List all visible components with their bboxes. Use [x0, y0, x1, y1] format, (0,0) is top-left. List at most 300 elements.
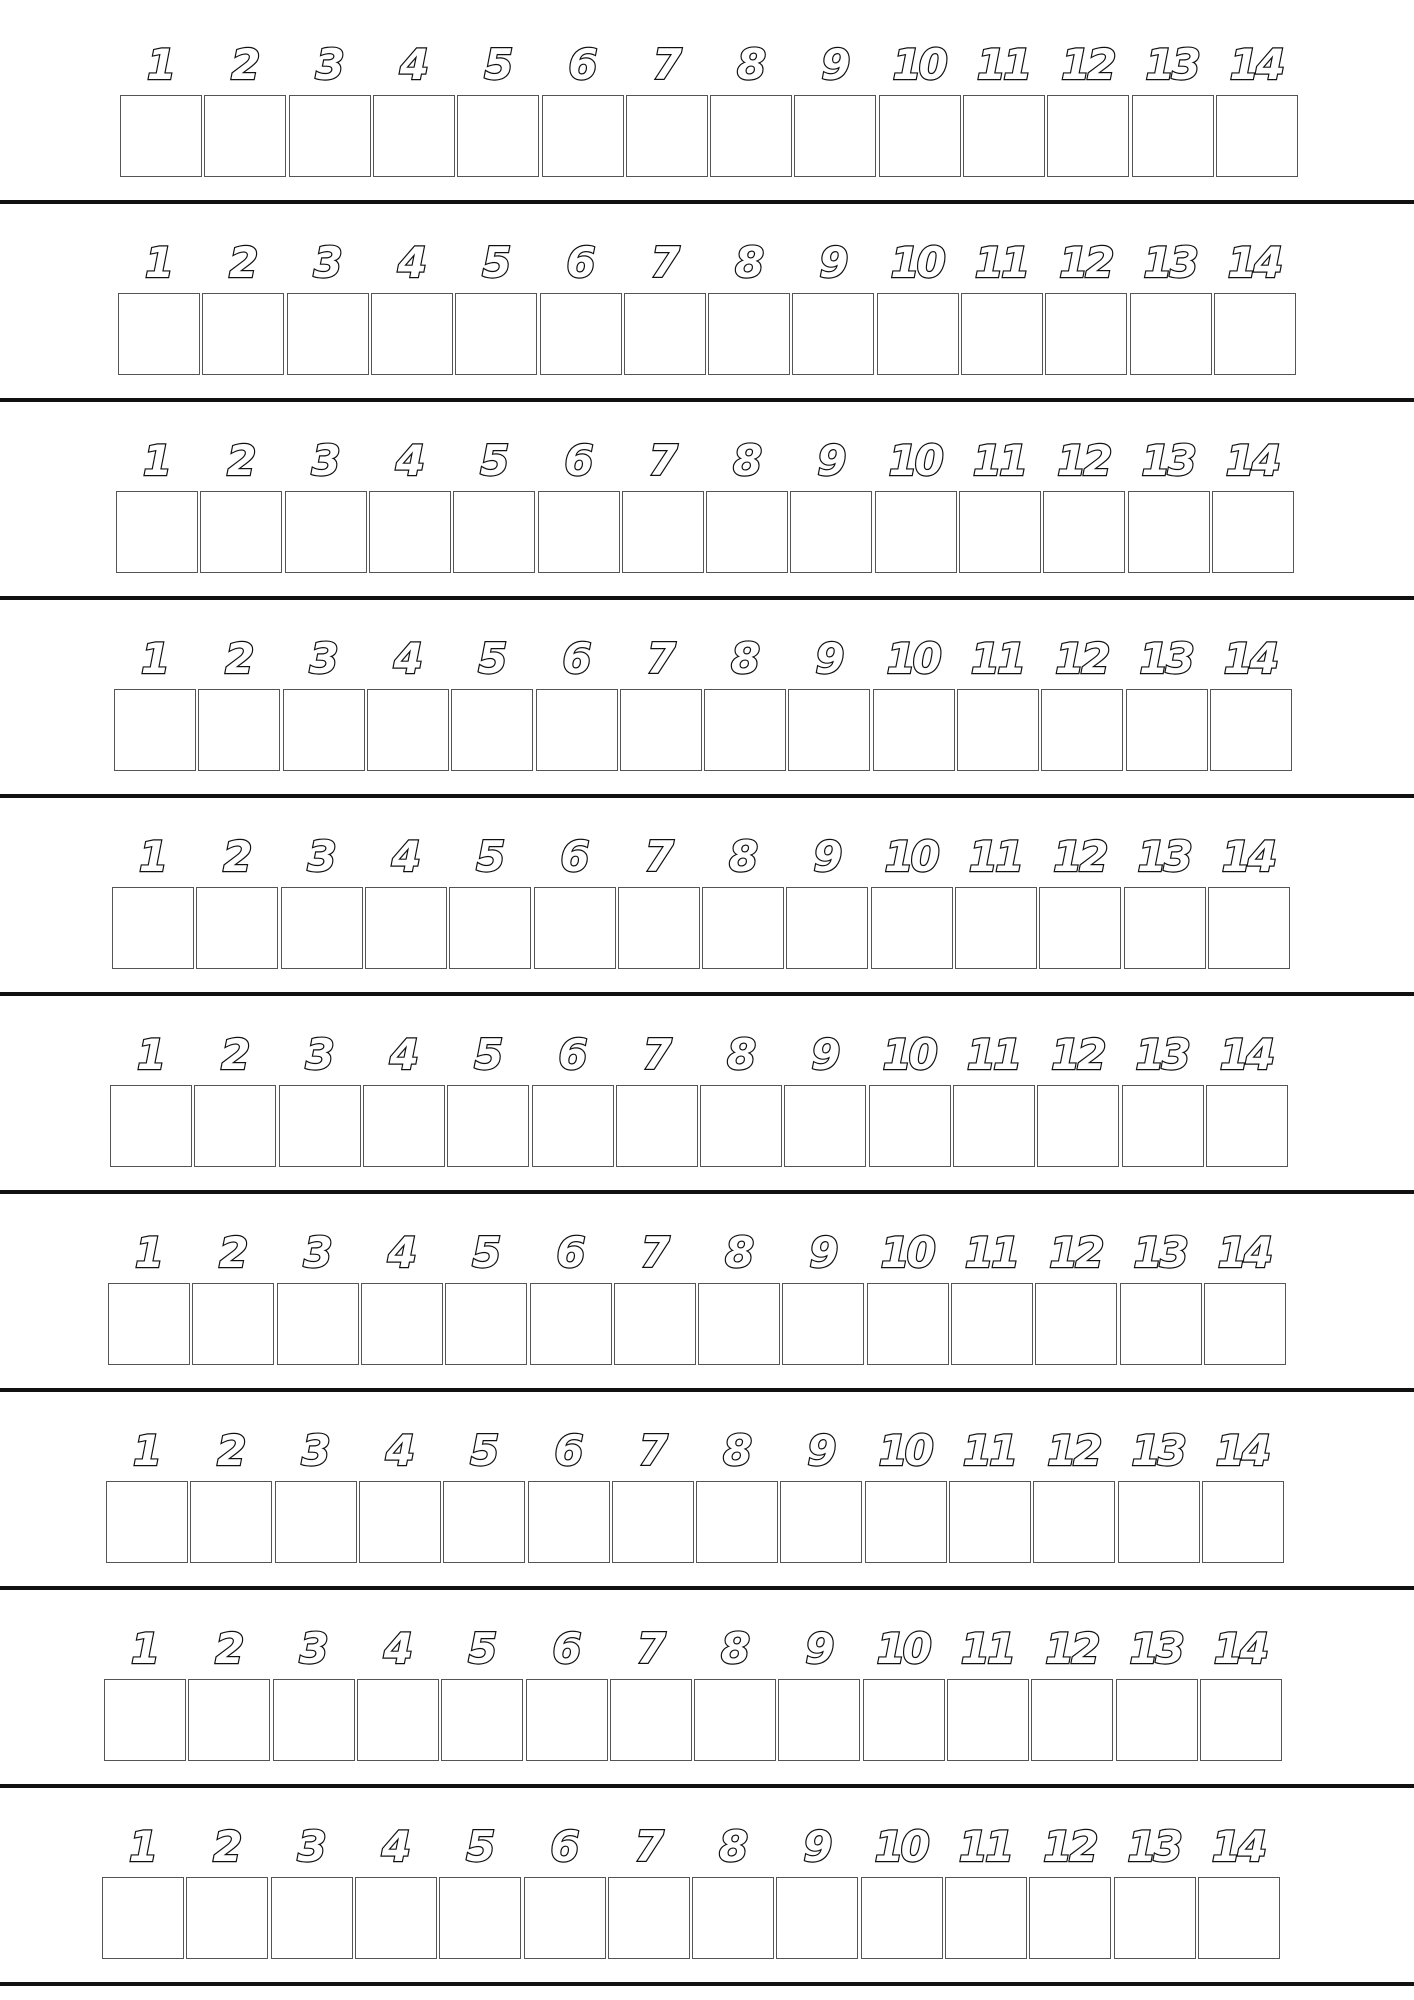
answer-box[interactable] — [439, 1877, 521, 1959]
number-label: 6 — [556, 1228, 583, 1277]
answer-box[interactable] — [528, 1481, 610, 1563]
number-label: 5 — [476, 832, 503, 881]
number-label: 4 — [389, 1030, 416, 1079]
answer-box[interactable] — [118, 293, 200, 375]
answer-box[interactable] — [524, 1877, 606, 1959]
number-label: 9 — [807, 1426, 834, 1475]
answer-box[interactable] — [371, 293, 453, 375]
number-label: 1 — [142, 436, 170, 485]
number-label: 3 — [315, 40, 342, 89]
number-label: 10 — [890, 238, 943, 287]
number-label: 11 — [966, 1030, 1020, 1079]
answer-box[interactable] — [1041, 689, 1123, 771]
answer-box[interactable] — [618, 887, 700, 969]
number-label: 5 — [472, 1228, 499, 1277]
number-label: 7 — [648, 436, 675, 485]
number-strip — [0, 1782, 1414, 1980]
answer-box[interactable] — [198, 689, 280, 771]
answer-box[interactable] — [457, 95, 539, 177]
number-label: 3 — [301, 1426, 328, 1475]
answer-box[interactable] — [1031, 1679, 1113, 1761]
answer-box[interactable] — [949, 1481, 1031, 1563]
number-label: 1 — [146, 40, 174, 89]
number-label: 14 — [1211, 1822, 1265, 1871]
answer-box[interactable] — [455, 293, 537, 375]
number-label: 4 — [383, 1624, 410, 1673]
number-label: 14 — [1221, 832, 1275, 881]
number-label: 6 — [566, 238, 593, 287]
number-strip — [0, 792, 1414, 990]
answer-box[interactable] — [359, 1481, 441, 1563]
answer-box[interactable] — [534, 887, 616, 969]
answer-box[interactable] — [194, 1085, 276, 1167]
answer-box[interactable] — [945, 1877, 1027, 1959]
number-label: 2 — [215, 1624, 242, 1673]
number-label: 8 — [732, 436, 760, 485]
answer-box[interactable] — [867, 1283, 949, 1365]
answer-box[interactable] — [1132, 95, 1214, 177]
answer-box[interactable] — [877, 293, 959, 375]
answer-box[interactable] — [1210, 689, 1292, 771]
number-label: 11 — [970, 634, 1024, 683]
answer-box[interactable] — [285, 491, 367, 573]
number-labels-row — [0, 1223, 1414, 1283]
answer-box[interactable] — [692, 1877, 774, 1959]
number-label: 2 — [231, 40, 258, 89]
answer-box[interactable] — [279, 1085, 361, 1167]
number-label: 8 — [722, 1426, 750, 1475]
number-label: 5 — [474, 1030, 501, 1079]
number-label: 8 — [726, 1030, 754, 1079]
answer-box[interactable] — [369, 491, 451, 573]
number-strip — [0, 1386, 1414, 1584]
answer-box[interactable] — [200, 491, 282, 573]
answer-box[interactable] — [114, 689, 196, 771]
number-label: 13 — [1135, 1030, 1188, 1079]
answer-box[interactable] — [449, 887, 531, 969]
answer-box[interactable] — [953, 1085, 1035, 1167]
answer-box[interactable] — [616, 1085, 698, 1167]
number-label: 9 — [815, 634, 842, 683]
number-label: 14 — [1229, 40, 1283, 89]
number-label: 13 — [1139, 634, 1192, 683]
answer-boxes-row — [0, 1283, 1414, 1367]
number-label: 14 — [1223, 634, 1277, 683]
answer-box[interactable] — [357, 1679, 439, 1761]
answer-boxes-row — [0, 1679, 1414, 1763]
answer-box[interactable] — [869, 1085, 951, 1167]
number-labels-row — [0, 629, 1414, 689]
number-strip — [0, 198, 1414, 396]
number-label: 3 — [299, 1624, 326, 1673]
number-label: 12 — [1051, 1030, 1104, 1079]
answer-boxes-row — [0, 1877, 1414, 1961]
number-label: 11 — [958, 1822, 1012, 1871]
number-label: 6 — [564, 436, 591, 485]
answer-box[interactable] — [281, 887, 363, 969]
answer-box[interactable] — [1214, 293, 1296, 375]
answer-box[interactable] — [1206, 1085, 1288, 1167]
number-label: 12 — [1055, 634, 1108, 683]
answer-box[interactable] — [196, 887, 278, 969]
answer-box[interactable] — [441, 1679, 523, 1761]
answer-box[interactable] — [536, 689, 618, 771]
answer-box[interactable] — [1124, 887, 1206, 969]
answer-box[interactable] — [620, 689, 702, 771]
number-label: 7 — [638, 1426, 665, 1475]
number-label: 7 — [636, 1624, 663, 1673]
answer-box[interactable] — [608, 1877, 690, 1959]
number-label: 1 — [132, 1426, 160, 1475]
answer-box[interactable] — [875, 491, 957, 573]
answer-box[interactable] — [696, 1481, 778, 1563]
answer-box[interactable] — [708, 293, 790, 375]
number-labels-row — [0, 233, 1414, 293]
number-label: 2 — [219, 1228, 246, 1277]
number-label: 6 — [552, 1624, 579, 1673]
answer-box[interactable] — [104, 1679, 186, 1761]
number-label: 11 — [962, 1426, 1016, 1475]
answer-box[interactable] — [190, 1481, 272, 1563]
answer-box[interactable] — [614, 1283, 696, 1365]
answer-box[interactable] — [287, 293, 369, 375]
number-label: 1 — [130, 1624, 158, 1673]
answer-box[interactable] — [780, 1481, 862, 1563]
number-label: 9 — [821, 40, 848, 89]
answer-box[interactable] — [1047, 95, 1129, 177]
answer-box[interactable] — [710, 95, 792, 177]
answer-box[interactable] — [110, 1085, 192, 1167]
answer-box[interactable] — [532, 1085, 614, 1167]
number-label: 2 — [225, 634, 252, 683]
number-label: 6 — [568, 40, 595, 89]
number-label: 1 — [138, 832, 166, 881]
answer-box[interactable] — [1128, 491, 1210, 573]
number-label: 13 — [1141, 436, 1194, 485]
number-label: 9 — [813, 832, 840, 881]
number-label: 12 — [1045, 1624, 1098, 1673]
answer-box[interactable] — [1130, 293, 1212, 375]
answer-boxes-row — [0, 1085, 1414, 1169]
answer-box[interactable] — [1114, 1877, 1196, 1959]
number-label: 10 — [878, 1426, 931, 1475]
answer-box[interactable] — [289, 95, 371, 177]
number-label: 1 — [136, 1030, 164, 1079]
answer-box[interactable] — [188, 1679, 270, 1761]
answer-box[interactable] — [1204, 1283, 1286, 1365]
number-label: 12 — [1061, 40, 1114, 89]
number-label: 2 — [221, 1030, 248, 1079]
number-label: 4 — [387, 1228, 414, 1277]
answer-box[interactable] — [275, 1481, 357, 1563]
answer-box[interactable] — [1212, 491, 1294, 573]
number-label: 10 — [886, 634, 939, 683]
answer-box[interactable] — [792, 293, 874, 375]
answer-box[interactable] — [271, 1877, 353, 1959]
answer-box[interactable] — [1116, 1679, 1198, 1761]
answer-box[interactable] — [443, 1481, 525, 1563]
answer-box[interactable] — [1120, 1283, 1202, 1365]
number-label: 13 — [1143, 238, 1196, 287]
answer-box[interactable] — [204, 95, 286, 177]
number-label: 10 — [874, 1822, 927, 1871]
number-label: 6 — [562, 634, 589, 683]
answer-box[interactable] — [957, 689, 1039, 771]
answer-box[interactable] — [790, 491, 872, 573]
answer-box[interactable] — [879, 95, 961, 177]
number-label: 13 — [1145, 40, 1198, 89]
number-labels-row — [0, 35, 1414, 95]
answer-box[interactable] — [120, 95, 202, 177]
number-label: 12 — [1043, 1822, 1096, 1871]
number-label: 7 — [650, 238, 677, 287]
number-label: 14 — [1227, 238, 1281, 287]
answer-box[interactable] — [1037, 1085, 1119, 1167]
answer-box[interactable] — [1043, 491, 1125, 573]
answer-box[interactable] — [961, 293, 1043, 375]
answer-box[interactable] — [542, 95, 624, 177]
answer-box[interactable] — [273, 1679, 355, 1761]
answer-box[interactable] — [788, 689, 870, 771]
answer-box[interactable] — [1126, 689, 1208, 771]
number-label: 5 — [480, 436, 507, 485]
answer-box[interactable] — [622, 491, 704, 573]
divider-line — [0, 1982, 1414, 1986]
answer-box[interactable] — [704, 689, 786, 771]
number-label: 6 — [560, 832, 587, 881]
number-label: 1 — [134, 1228, 162, 1277]
answer-box[interactable] — [865, 1481, 947, 1563]
answer-box[interactable] — [698, 1283, 780, 1365]
answer-box[interactable] — [108, 1283, 190, 1365]
number-label: 3 — [313, 238, 340, 287]
number-label: 3 — [305, 1030, 332, 1079]
number-labels-row — [0, 1421, 1414, 1481]
number-label: 6 — [550, 1822, 577, 1871]
number-label: 12 — [1049, 1228, 1102, 1277]
answer-box[interactable] — [612, 1481, 694, 1563]
answer-box[interactable] — [786, 887, 868, 969]
answer-box[interactable] — [1208, 887, 1290, 969]
number-label: 7 — [640, 1228, 667, 1277]
answer-box[interactable] — [871, 887, 953, 969]
number-label: 8 — [734, 238, 762, 287]
number-label: 5 — [482, 238, 509, 287]
number-label: 14 — [1225, 436, 1279, 485]
answer-box[interactable] — [540, 293, 622, 375]
number-label: 11 — [972, 436, 1026, 485]
answer-box[interactable] — [1202, 1481, 1284, 1563]
number-label: 3 — [307, 832, 334, 881]
answer-box[interactable] — [447, 1085, 529, 1167]
answer-box[interactable] — [1045, 293, 1127, 375]
answer-box[interactable] — [624, 293, 706, 375]
answer-box[interactable] — [610, 1679, 692, 1761]
number-label: 4 — [385, 1426, 412, 1475]
number-label: 11 — [964, 1228, 1018, 1277]
number-label: 9 — [811, 1030, 838, 1079]
number-label: 9 — [819, 238, 846, 287]
answer-box[interactable] — [363, 1085, 445, 1167]
number-label: 6 — [554, 1426, 581, 1475]
number-strip — [0, 1188, 1414, 1386]
answer-box[interactable] — [776, 1877, 858, 1959]
answer-box[interactable] — [1216, 95, 1298, 177]
answer-box[interactable] — [530, 1283, 612, 1365]
answer-box[interactable] — [706, 491, 788, 573]
number-label: 13 — [1133, 1228, 1186, 1277]
number-strip — [0, 0, 1414, 198]
number-label: 11 — [960, 1624, 1014, 1673]
number-label: 5 — [468, 1624, 495, 1673]
number-strip — [0, 1584, 1414, 1782]
number-label: 13 — [1131, 1426, 1184, 1475]
answer-box[interactable] — [1035, 1283, 1117, 1365]
number-label: 4 — [381, 1822, 408, 1871]
answer-box[interactable] — [453, 491, 535, 573]
number-label: 13 — [1137, 832, 1190, 881]
answer-box[interactable] — [863, 1679, 945, 1761]
number-label: 11 — [976, 40, 1030, 89]
answer-box[interactable] — [283, 689, 365, 771]
answer-box[interactable] — [702, 887, 784, 969]
number-label: 14 — [1217, 1228, 1271, 1277]
answer-box[interactable] — [951, 1283, 1033, 1365]
number-label: 8 — [736, 40, 764, 89]
answer-box[interactable] — [102, 1877, 184, 1959]
answer-box[interactable] — [373, 95, 455, 177]
number-label: 5 — [478, 634, 505, 683]
answer-box[interactable] — [526, 1679, 608, 1761]
number-label: 9 — [805, 1624, 832, 1673]
answer-boxes-row — [0, 887, 1414, 971]
number-label: 10 — [876, 1624, 929, 1673]
number-label: 12 — [1047, 1426, 1100, 1475]
answer-box[interactable] — [778, 1679, 860, 1761]
number-label: 3 — [309, 634, 336, 683]
answer-box[interactable] — [367, 689, 449, 771]
number-label: 8 — [730, 634, 758, 683]
number-label: 11 — [974, 238, 1028, 287]
answer-box[interactable] — [959, 491, 1041, 573]
answer-box[interactable] — [116, 491, 198, 573]
answer-box[interactable] — [700, 1085, 782, 1167]
number-label: 4 — [391, 832, 418, 881]
answer-box[interactable] — [451, 689, 533, 771]
number-labels-row — [0, 431, 1414, 491]
number-label: 2 — [229, 238, 256, 287]
answer-box[interactable] — [1118, 1481, 1200, 1563]
number-label: 1 — [140, 634, 168, 683]
answer-box[interactable] — [794, 95, 876, 177]
answer-box[interactable] — [784, 1085, 866, 1167]
number-labels-row — [0, 827, 1414, 887]
answer-box[interactable] — [873, 689, 955, 771]
answer-box[interactable] — [365, 887, 447, 969]
answer-box[interactable] — [1033, 1481, 1115, 1563]
number-label: 7 — [652, 40, 679, 89]
answer-box[interactable] — [361, 1283, 443, 1365]
number-label: 1 — [128, 1822, 156, 1871]
number-label: 9 — [809, 1228, 836, 1277]
answer-box[interactable] — [277, 1283, 359, 1365]
number-label: 2 — [217, 1426, 244, 1475]
answer-box[interactable] — [626, 95, 708, 177]
answer-box[interactable] — [445, 1283, 527, 1365]
number-label: 8 — [720, 1624, 748, 1673]
answer-box[interactable] — [1198, 1877, 1280, 1959]
number-label: 4 — [393, 634, 420, 683]
number-label: 4 — [397, 238, 424, 287]
number-labels-row — [0, 1025, 1414, 1085]
answer-boxes-row — [0, 293, 1414, 377]
number-label: 7 — [642, 1030, 669, 1079]
answer-boxes-row — [0, 95, 1414, 179]
number-label: 2 — [227, 436, 254, 485]
number-label: 10 — [884, 832, 937, 881]
answer-box[interactable] — [106, 1481, 188, 1563]
answer-box[interactable] — [955, 887, 1037, 969]
number-label: 10 — [882, 1030, 935, 1079]
number-label: 11 — [968, 832, 1022, 881]
number-label: 1 — [144, 238, 172, 287]
number-label: 5 — [484, 40, 511, 89]
answer-box[interactable] — [1039, 887, 1121, 969]
answer-boxes-row — [0, 689, 1414, 773]
number-label: 3 — [303, 1228, 330, 1277]
number-label: 10 — [888, 436, 941, 485]
number-label: 3 — [311, 436, 338, 485]
answer-box[interactable] — [782, 1283, 864, 1365]
answer-box[interactable] — [694, 1679, 776, 1761]
number-label: 8 — [724, 1228, 752, 1277]
number-label: 10 — [892, 40, 945, 89]
answer-box[interactable] — [112, 887, 194, 969]
number-label: 7 — [646, 634, 673, 683]
answer-box[interactable] — [538, 491, 620, 573]
answer-box[interactable] — [202, 293, 284, 375]
answer-box[interactable] — [1200, 1679, 1282, 1761]
answer-box[interactable] — [192, 1283, 274, 1365]
answer-box[interactable] — [947, 1679, 1029, 1761]
number-label: 12 — [1053, 832, 1106, 881]
number-label: 14 — [1219, 1030, 1273, 1079]
answer-box[interactable] — [963, 95, 1045, 177]
number-label: 12 — [1059, 238, 1112, 287]
answer-box[interactable] — [186, 1877, 268, 1959]
number-label: 9 — [817, 436, 844, 485]
answer-box[interactable] — [355, 1877, 437, 1959]
number-label: 13 — [1129, 1624, 1182, 1673]
number-label: 4 — [395, 436, 422, 485]
number-labels-row — [0, 1817, 1414, 1877]
answer-box[interactable] — [1122, 1085, 1204, 1167]
number-strip — [0, 990, 1414, 1188]
number-label: 13 — [1127, 1822, 1180, 1871]
answer-box[interactable] — [1029, 1877, 1111, 1959]
number-label: 14 — [1215, 1426, 1269, 1475]
number-label: 5 — [466, 1822, 493, 1871]
number-label: 12 — [1057, 436, 1110, 485]
number-label: 9 — [803, 1822, 830, 1871]
answer-box[interactable] — [861, 1877, 943, 1959]
number-label: 6 — [558, 1030, 585, 1079]
number-label: 7 — [644, 832, 671, 881]
number-label: 2 — [213, 1822, 240, 1871]
number-label: 4 — [399, 40, 426, 89]
answer-boxes-row — [0, 491, 1414, 575]
number-strip — [0, 396, 1414, 594]
